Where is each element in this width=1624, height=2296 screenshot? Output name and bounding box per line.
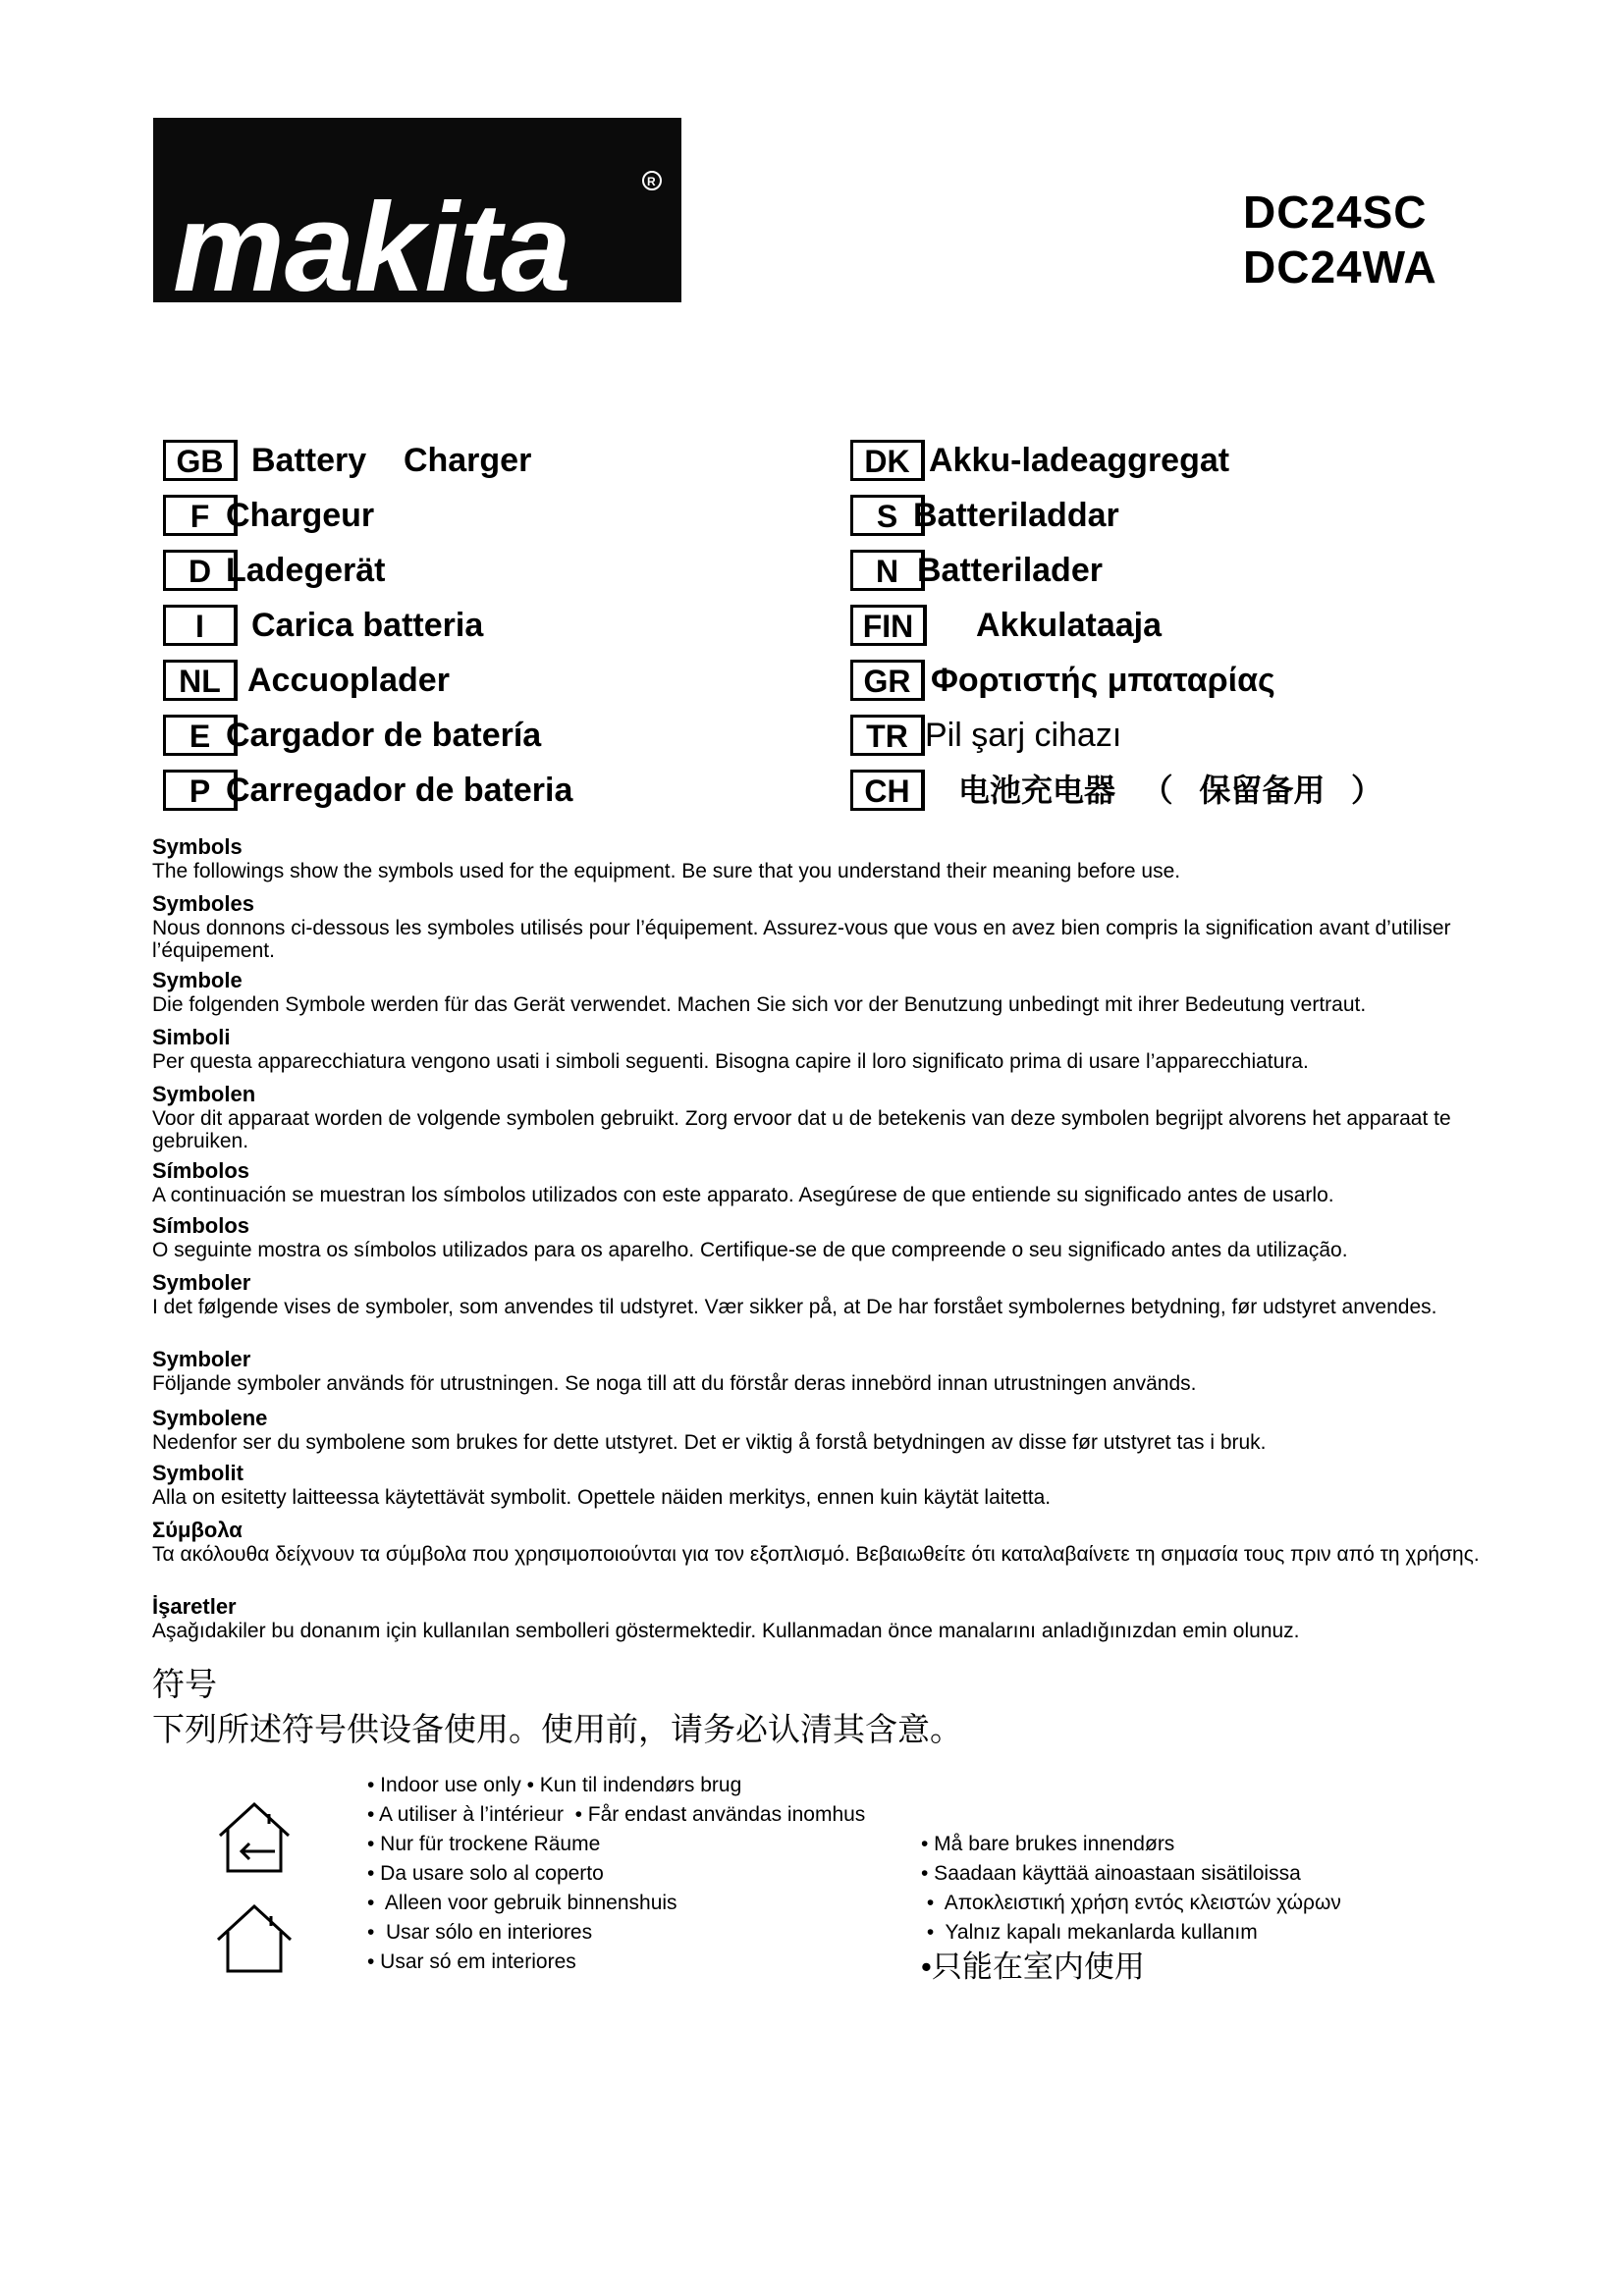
symbols-block-es	[152, 1158, 1488, 1206]
section-text: Alla on esitetty laitteessa käytettävät symbolit. Opettele näiden merkitys, ennen kuin käytät laitetta.	[152, 1486, 1052, 1509]
lang-code-badge: I	[163, 605, 238, 646]
lang-title: Carica batteria	[251, 607, 484, 644]
model-dc24wa: DC24WA	[1243, 241, 1437, 293]
bullet-item: • Indoor use only • Kun til indendørs brug	[367, 1774, 742, 1796]
section-text: Per questa apparecchiatura vengono usati i simboli seguenti. Bisogna capire il loro significato prima di usare l’apparecchiatura.	[152, 1050, 1309, 1073]
symbols-block-se	[152, 1347, 1488, 1395]
symbols-block-en	[152, 834, 1488, 882]
bullet-item: • Yalnız kapalı mekanlarda kullanım	[921, 1921, 1258, 1944]
symbols-block-dk	[152, 1270, 1488, 1318]
bullet-item: • Alleen voor gebruik binnenshuis	[367, 1892, 677, 1914]
lang-title: Chargeur	[226, 497, 375, 534]
bullet-item: • Må bare brukes innendørs	[921, 1833, 1175, 1855]
lang-title: Cargador de batería	[226, 717, 542, 754]
section-heading: Simboli	[152, 1025, 231, 1049]
lang-code-badge: GB	[163, 440, 238, 481]
lang-code-badge: P	[163, 770, 238, 811]
lang-code-badge: CH	[850, 770, 925, 811]
lang-code-badge: F	[163, 495, 238, 536]
section-heading: Symbolit	[152, 1461, 244, 1485]
lang-code-badge: N	[850, 550, 925, 591]
section-text: Τα ακόλουθα δείχνουν τα σύμβολα που χρησιμοποιούνται για τον εξοπλισμό. Βεβαιωθείτε ότι καταλαβαίνετε τη σημασία τους πριν από τη χρήσης.	[152, 1543, 1480, 1566]
lang-title: Battery Charger	[251, 442, 532, 479]
section-text: Voor dit apparaat worden de volgende symbolen gebruikt. Zorg ervoor dat u de betekenis van deze symbolen begrijpt alvorens het apparaat te gebruiken.	[152, 1107, 1451, 1152]
lang-title: Accuoplader	[247, 662, 450, 699]
lang-title: Pil şarj cihazı	[925, 717, 1122, 754]
symbols-block-pt	[152, 1213, 1488, 1261]
section-text: Nedenfor ser du symbolene som brukes for dette utstyret. Det er viktig å forstå betydningen av disse før utstyret tas i bruk.	[152, 1431, 1267, 1454]
lang-title: Carregador de bateria	[226, 772, 573, 809]
house-icon	[214, 1898, 295, 1979]
section-heading: Symbolene	[152, 1406, 268, 1430]
section-heading: Symbolen	[152, 1082, 256, 1106]
lang-title: Φορτιστής μπαταρίας	[931, 662, 1275, 699]
section-text: The followings show the symbols used for the equipment. Be sure that you understand their meaning before use.	[152, 860, 1181, 882]
indoor-use-list-left	[367, 1771, 865, 1977]
lang-code-badge: FIN	[850, 605, 927, 646]
lang-title: 电池充电器 （ 保留备用 ）	[958, 773, 1383, 808]
bullet-item: • Nur für trockene Räume	[367, 1833, 601, 1855]
section-text: Nous donnons ci-dessous les symboles utilisés pour l’équipement. Assurez-vous que vous en avez bien compris la signification avant d’utiliser l’équipement.	[152, 917, 1451, 962]
symbols-block-fr	[152, 891, 1488, 962]
section-heading: Symbols	[152, 834, 243, 859]
bullet-item: • A utiliser à l’intérieur • Får endast användas inomhus	[367, 1803, 866, 1826]
lang-code-badge: DK	[850, 440, 925, 481]
lang-code-badge: TR	[850, 715, 925, 756]
section-heading: Σύμβολα	[152, 1518, 243, 1542]
bullet-item: • Usar só em interiores	[367, 1950, 576, 1973]
bullet-item: • Da usare solo al coperto	[367, 1862, 604, 1885]
section-text: A continuación se muestran los símbolos utilizados con este apparato. Asegúrese de que entiende su significado antes de usarlo.	[152, 1184, 1334, 1206]
section-heading: Symboler	[152, 1347, 251, 1371]
brand-wordmark: makita	[173, 178, 571, 302]
model-numbers	[1243, 185, 1437, 294]
makita-logo	[153, 118, 681, 302]
symbols-block-it	[152, 1025, 1488, 1073]
lang-title: Batteriladdar	[913, 497, 1119, 534]
bullet-item: • Αποκλειστική χρήση εντός κλειστών χώρων	[921, 1892, 1341, 1914]
model-dc24sc: DC24SC	[1243, 187, 1428, 238]
bullet-item: • Usar sólo en interiores	[367, 1921, 593, 1944]
section-text: Aşağıdakiler bu donanım için kullanılan sembolleri göstermektedir. Kullanmadan önce manalarını anladığınızdan emin olunuz.	[152, 1620, 1300, 1642]
svg-text:R: R	[647, 175, 656, 188]
bullet-item: • Saadaan käyttää ainoastaan sisätiloissa	[921, 1862, 1301, 1885]
section-heading: Symboler	[152, 1270, 251, 1295]
indoor-use-icon	[214, 1796, 295, 1877]
lang-code-badge: E	[163, 715, 238, 756]
symbols-block-nl	[152, 1082, 1488, 1152]
lang-code-badge: NL	[163, 660, 238, 701]
lang-code-badge: S	[850, 495, 925, 536]
section-text: Die folgenden Symbole werden für das Gerät verwendet. Machen Sie sich vor der Benutzung unbedingt mit ihrer Bedeutung vertraut.	[152, 993, 1367, 1016]
section-text: Följande symboler används för utrustningen. Se noga till att du förstår deras innebörd innan utrustningen används.	[152, 1372, 1197, 1395]
symbols-block-fi	[152, 1461, 1488, 1509]
lang-title: Akkulataaja	[976, 607, 1162, 644]
lang-title: Akku-ladeaggregat	[929, 442, 1230, 479]
lang-title: Ladegerät	[226, 552, 386, 589]
section-heading: Símbolos	[152, 1158, 250, 1183]
bullet-item-chinese: •只能在室内使用	[921, 1949, 1145, 1984]
symbols-block-gr	[152, 1518, 1488, 1566]
lang-code-badge: D	[163, 550, 238, 591]
symbols-block-tr	[152, 1594, 1488, 1642]
section-heading: Símbolos	[152, 1213, 250, 1238]
section-heading: Symbole	[152, 968, 243, 992]
section-heading: İşaretler	[152, 1594, 237, 1619]
chinese-text: 下列所述符号供设备使用。使用前，请务必认清其含意。	[152, 1711, 962, 1747]
section-heading: Symboles	[152, 891, 254, 916]
indoor-use-list-right	[921, 1830, 1341, 1987]
symbols-block-de	[152, 968, 1488, 1016]
section-text: O seguinte mostra os símbolos utilizados para os aparelho. Certifique-se de que compreende o seu significado antes da utilização.	[152, 1239, 1348, 1261]
lang-title: Batterilader	[917, 552, 1103, 589]
chinese-heading: 符号	[152, 1666, 217, 1702]
lang-code-badge: GR	[850, 660, 925, 701]
symbols-block-no	[152, 1406, 1488, 1454]
section-text: I det følgende vises de symboler, som anvendes til udstyret. Vær sikker på, at De har forstået symbolernes betydning, før udstyret anvendes.	[152, 1296, 1437, 1318]
